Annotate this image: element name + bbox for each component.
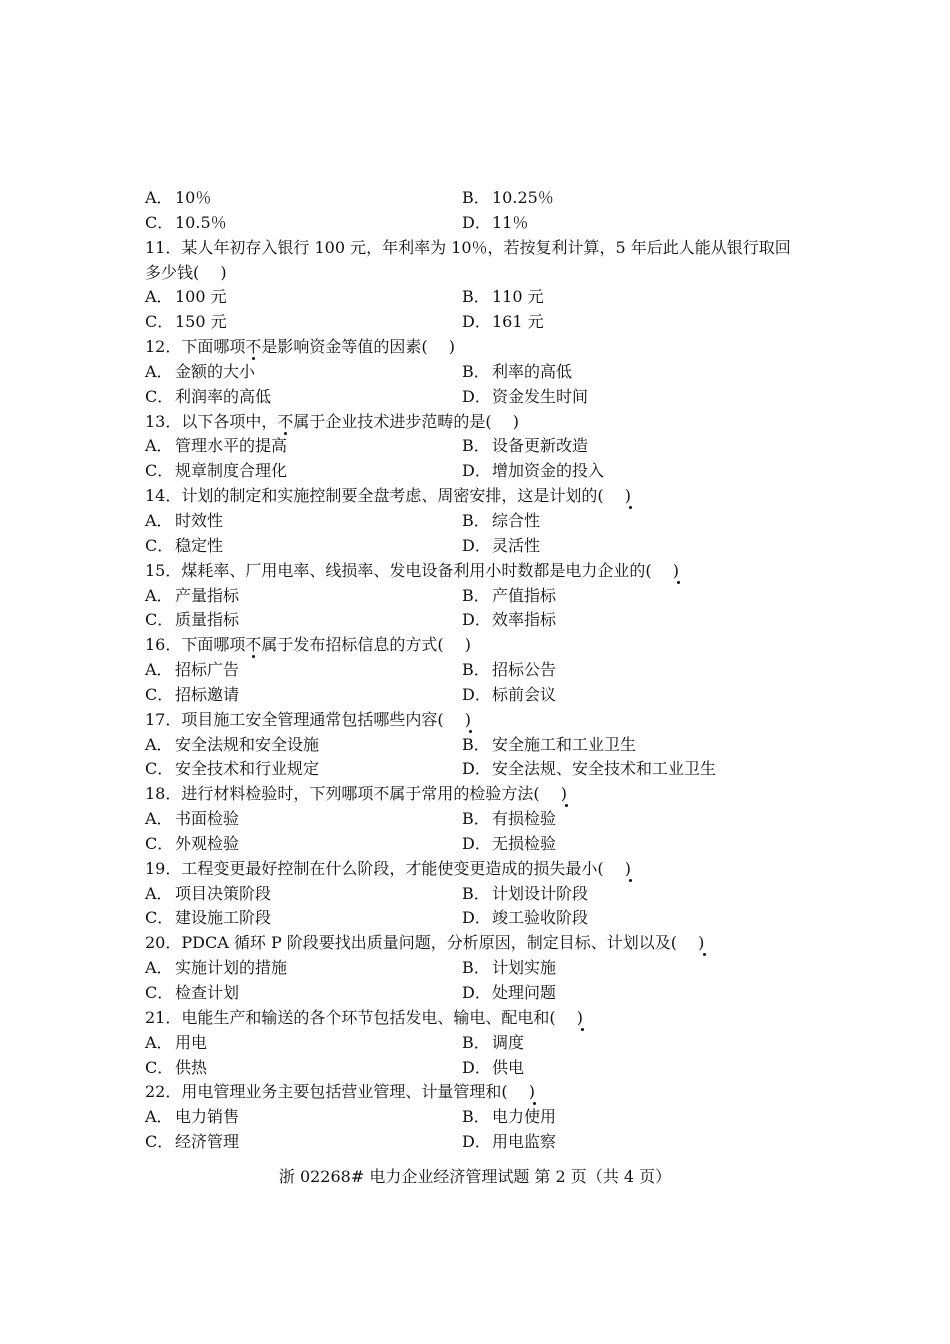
question-list: [145, 335, 825, 1155]
option-row: [145, 956, 825, 981]
option-a: A． 招标广告: [145, 660, 240, 680]
option-row: [145, 360, 825, 385]
option-row: [145, 186, 825, 211]
option-row: [145, 1031, 825, 1056]
option-row: [145, 757, 825, 782]
option-a: A． 项目决策阶段: [145, 883, 272, 903]
option-row: [145, 1056, 825, 1081]
option-a: A． 金额的大小: [145, 361, 256, 381]
option-row: [145, 211, 825, 236]
question-stem: 15．煤耗率、厂用电率、线损率、发电设备利用小时数都是电力企业的( ): [145, 560, 679, 580]
option-d: D．供电: [462, 1057, 525, 1077]
option-row: [145, 459, 825, 484]
option-d: D．标前会议: [462, 684, 557, 704]
option-d: D．无损检验: [462, 833, 557, 853]
option-a: A． 产量指标: [145, 585, 240, 605]
question-11-stem: 11．某人年初存入银行 100 元，年利率为 10％，若按复利计算，5 年后此人能从银行取回: [145, 237, 791, 257]
option-b: B． 安全施工和工业卫生: [462, 734, 637, 754]
option-row: [145, 981, 825, 1006]
option-a: A． 用电: [145, 1032, 208, 1052]
option-d: D．11％: [462, 212, 529, 232]
option-row: [145, 807, 825, 832]
option-c: C． 外观检验: [145, 833, 240, 853]
exam-page-content: [145, 186, 825, 1155]
option-d: D．增加资金的投入: [462, 461, 605, 481]
question-stem: 22．用电管理业务主要包括营业管理、计量管理和( ): [145, 1082, 535, 1102]
question-stem: 16．下面哪项不属于发布招标信息的方式( ): [145, 635, 471, 655]
page-footer: 浙 02268# 电力企业经济管理试题 第 2 页（共 4 页）: [278, 1167, 672, 1186]
option-c: C． 利润率的高低: [145, 386, 272, 406]
option-a: A． 100 元: [145, 287, 227, 307]
option-c: C． 建设施工阶段: [145, 908, 272, 928]
option-c: C． 检查计划: [145, 983, 240, 1002]
option-c: C． 150 元: [145, 312, 227, 332]
option-d: D．用电监察: [462, 1132, 557, 1152]
option-c: C． 规章制度合理化: [145, 461, 288, 481]
option-a: A． 实施计划的措施: [145, 958, 288, 978]
emphasis-mark: 不: [245, 635, 262, 655]
option-b: B． 设备更新改造: [462, 436, 589, 456]
option-c: C． 供热: [145, 1057, 208, 1077]
option-d: D．竣工验收阶段: [462, 908, 589, 928]
question-stem: 17．项目施工安全管理通常包括哪些内容( ): [145, 709, 471, 729]
question-11-stem-cont: 多少钱( ): [145, 262, 227, 282]
option-a: A． 时效性: [145, 510, 224, 530]
option-d: D．处理问题: [462, 983, 557, 1002]
option-row: [145, 882, 825, 907]
option-c: C． 10.5％: [145, 212, 227, 232]
option-b: B． 计划设计阶段: [462, 883, 589, 903]
question-stem: 13．以下各项中，不属于企业技术进步范畴的是( ): [145, 411, 519, 431]
question-stem: 12．下面哪项不是影响资金等值的因素( ): [145, 337, 455, 357]
option-row: [145, 733, 825, 758]
question-stem: 14．计划的制定和实施控制要全盘考虑、周密安排，这是计划的( ): [145, 486, 631, 506]
option-row: [145, 534, 825, 559]
option-d: D．效率指标: [462, 610, 557, 630]
option-b: B． 有损检验: [462, 809, 557, 829]
option-b: B． 计划实施: [462, 958, 557, 978]
option-row: [145, 1130, 825, 1155]
option-c: C． 安全技术和行业规定: [145, 759, 320, 779]
option-row: [145, 1105, 825, 1130]
option-row: [145, 310, 825, 335]
option-b: B． 电力使用: [462, 1107, 557, 1127]
option-a: A． 10％: [145, 188, 212, 207]
option-row: [145, 832, 825, 857]
option-b: B． 110 元: [462, 287, 544, 307]
option-a: A． 书面检验: [145, 809, 240, 829]
question-stem: 21．电能生产和输送的各个环节包括发电、输电、配电和( ): [145, 1007, 583, 1027]
emphasis-mark: 不: [245, 337, 262, 357]
option-a: A． 管理水平的提高: [145, 436, 288, 456]
option-b: B． 调度: [462, 1032, 525, 1052]
option-a: A． 电力销售: [145, 1107, 240, 1127]
option-c: C． 经济管理: [145, 1132, 240, 1152]
option-d: D．161 元: [462, 312, 544, 332]
option-row: [145, 658, 825, 683]
option-a: A． 安全法规和安全设施: [145, 734, 320, 754]
question-stem: 20．PDCA 循环 P 阶段要找出质量问题，分析原因，制定目标、计划以及( ): [145, 933, 705, 953]
option-b: B． 招标公告: [462, 660, 557, 680]
question-stem: 18．进行材料检验时，下列哪项不属于常用的检验方法( ): [145, 784, 567, 804]
option-b: B． 10.25％: [462, 188, 554, 207]
option-row: [145, 906, 825, 931]
emphasis-mark: 不: [277, 411, 294, 431]
option-row: [145, 434, 825, 459]
option-d: D．安全法规、安全技术和工业卫生: [462, 759, 717, 779]
option-row: [145, 584, 825, 609]
option-c: C． 招标邀请: [145, 684, 240, 704]
option-row: [145, 285, 825, 310]
option-row: [145, 608, 825, 633]
option-row: [145, 509, 825, 534]
question-stem: 19．工程变更最好控制在什么阶段，才能使变更造成的损失最小( ): [145, 858, 631, 878]
option-row: [145, 385, 825, 410]
option-d: D．资金发生时间: [462, 386, 589, 406]
option-c: C． 质量指标: [145, 610, 240, 630]
option-row: [145, 683, 825, 708]
option-b: B． 综合性: [462, 510, 541, 530]
option-b: B． 产值指标: [462, 585, 557, 605]
option-c: C． 稳定性: [145, 535, 224, 555]
option-d: D．灵活性: [462, 535, 541, 555]
option-b: B． 利率的高低: [462, 361, 573, 381]
